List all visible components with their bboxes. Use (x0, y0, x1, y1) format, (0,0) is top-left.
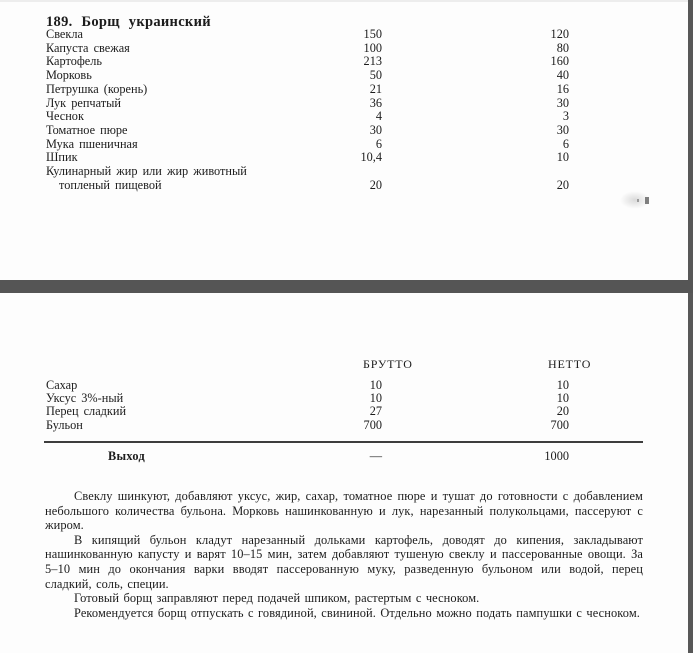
ingredient-name: Перец сладкий (46, 404, 127, 419)
brutto-value: 700 (363, 417, 382, 432)
brutto-value: 20 (369, 177, 382, 192)
table-row (46, 138, 570, 152)
scan-speck-artifact (637, 199, 639, 202)
table-row (46, 69, 570, 83)
ingredient-name: Сахар (46, 378, 78, 392)
ingredient-name: Картофель (46, 54, 103, 69)
brutto-value: 30 (369, 122, 382, 137)
netto-value: 16 (556, 81, 569, 96)
table-row (46, 124, 570, 138)
yield-brutto-value: — (369, 449, 382, 463)
netto-value: 10 (556, 378, 569, 392)
brutto-value: 10,4 (360, 150, 382, 165)
brutto-value: 6 (375, 136, 382, 151)
netto-value: 20 (556, 404, 569, 419)
ingredient-name: Петрушка (корень) (46, 81, 148, 96)
brutto-value: 21 (369, 81, 382, 96)
table-row (46, 379, 570, 392)
netto-value: 6 (562, 136, 569, 151)
brutto-value: 10 (369, 391, 382, 406)
ingredient-name: Бульон (46, 417, 83, 432)
brutto-value: 10 (369, 378, 382, 392)
recipe-title: 189. Борщ украинский (46, 13, 211, 30)
netto-value: 3 (562, 109, 569, 124)
yield-row (46, 449, 570, 463)
netto-value: 700 (550, 417, 569, 432)
ingredient-name: Шпик (46, 150, 78, 165)
netto-value: 30 (556, 122, 569, 137)
page-divider-bar (0, 280, 693, 293)
brutto-value: 36 (369, 95, 382, 110)
brutto-value (300, 165, 382, 179)
table-row (46, 83, 570, 97)
column-header-brutto: БРУТТО (363, 357, 413, 371)
scan-edge-bar (688, 0, 693, 653)
table-row (46, 55, 570, 69)
yield-label: Выход (108, 449, 145, 463)
table-row (46, 110, 570, 124)
ingredient-name: Лук репчатый (46, 95, 121, 110)
additional-ingredients-table (46, 379, 570, 432)
instructions-paragraph: В кипящий бульон кладут нарезанный дольками картофель, доводят до кипения, закладывают нашинкованную капусту и варят 10–15 мин, затем добавляют тушеную свеклу и пассерованные овощи. За 5–10 мин до окончания варки вводят пассерованную муку, разведенную бульоном или водой, перец сладкий, соль, специи. (45, 532, 643, 591)
scan-speck-artifact (645, 197, 649, 204)
netto-value: 160 (550, 54, 569, 69)
brutto-value: 50 (369, 68, 382, 83)
column-header-netto: НЕТТО (548, 357, 592, 371)
yield-netto-value: 1000 (544, 449, 569, 463)
instructions-paragraph: Готовый борщ заправляют перед подачей шпиком, растертым с чесноком. (74, 591, 480, 606)
brutto-value: 100 (363, 40, 382, 55)
table-row (46, 151, 570, 165)
ingredients-table (46, 28, 570, 192)
ingredient-name: Мука пшеничная (46, 136, 138, 151)
ingredient-name: Уксус 3%-ный (46, 391, 124, 406)
brutto-value: 27 (369, 404, 382, 419)
table-row (46, 97, 570, 111)
ingredient-name: Морковь (46, 68, 92, 83)
ingredient-name: Капуста свежая (46, 40, 130, 55)
instructions-paragraph: Рекомендуется борщ отпускать с говядиной, свининой. Отдельно можно подать пампушки с чесноком. (74, 605, 640, 620)
netto-value: 10 (556, 150, 569, 165)
instructions-text (45, 489, 643, 620)
ingredient-name: Томатное пюре (46, 122, 128, 137)
netto-value (382, 165, 569, 179)
netto-value: 30 (556, 95, 569, 110)
table-row (46, 28, 570, 42)
total-separator-rule (44, 441, 643, 443)
netto-value: 10 (556, 391, 569, 406)
table-row (46, 165, 570, 179)
scan-top-edge (0, 0, 693, 2)
brutto-value: 213 (363, 54, 382, 69)
ingredient-name: Чеснок (46, 109, 84, 124)
ingredient-name: Свекла (46, 27, 83, 41)
netto-value: 40 (556, 68, 569, 83)
netto-value: 80 (556, 40, 569, 55)
table-row (46, 42, 570, 56)
instructions-paragraph: Свеклу шинкуют, добавляют уксус, жир, сахар, томатное пюре и тушат до готовности с добавлением небольшого количества бульона. Морковь нашинкованную и лук, нарезанный полукольцами, пассеруют с жиром. (45, 489, 643, 533)
netto-value: 20 (556, 177, 569, 192)
ingredient-name-continuation: топленый пищевой (59, 177, 162, 192)
table-row (46, 419, 570, 432)
netto-value: 120 (550, 27, 569, 41)
brutto-value: 4 (375, 109, 382, 124)
table-row (46, 405, 570, 418)
table-row (46, 179, 570, 193)
brutto-value: 150 (363, 27, 382, 41)
ingredient-name: Кулинарный жир или жир животный (46, 164, 247, 179)
